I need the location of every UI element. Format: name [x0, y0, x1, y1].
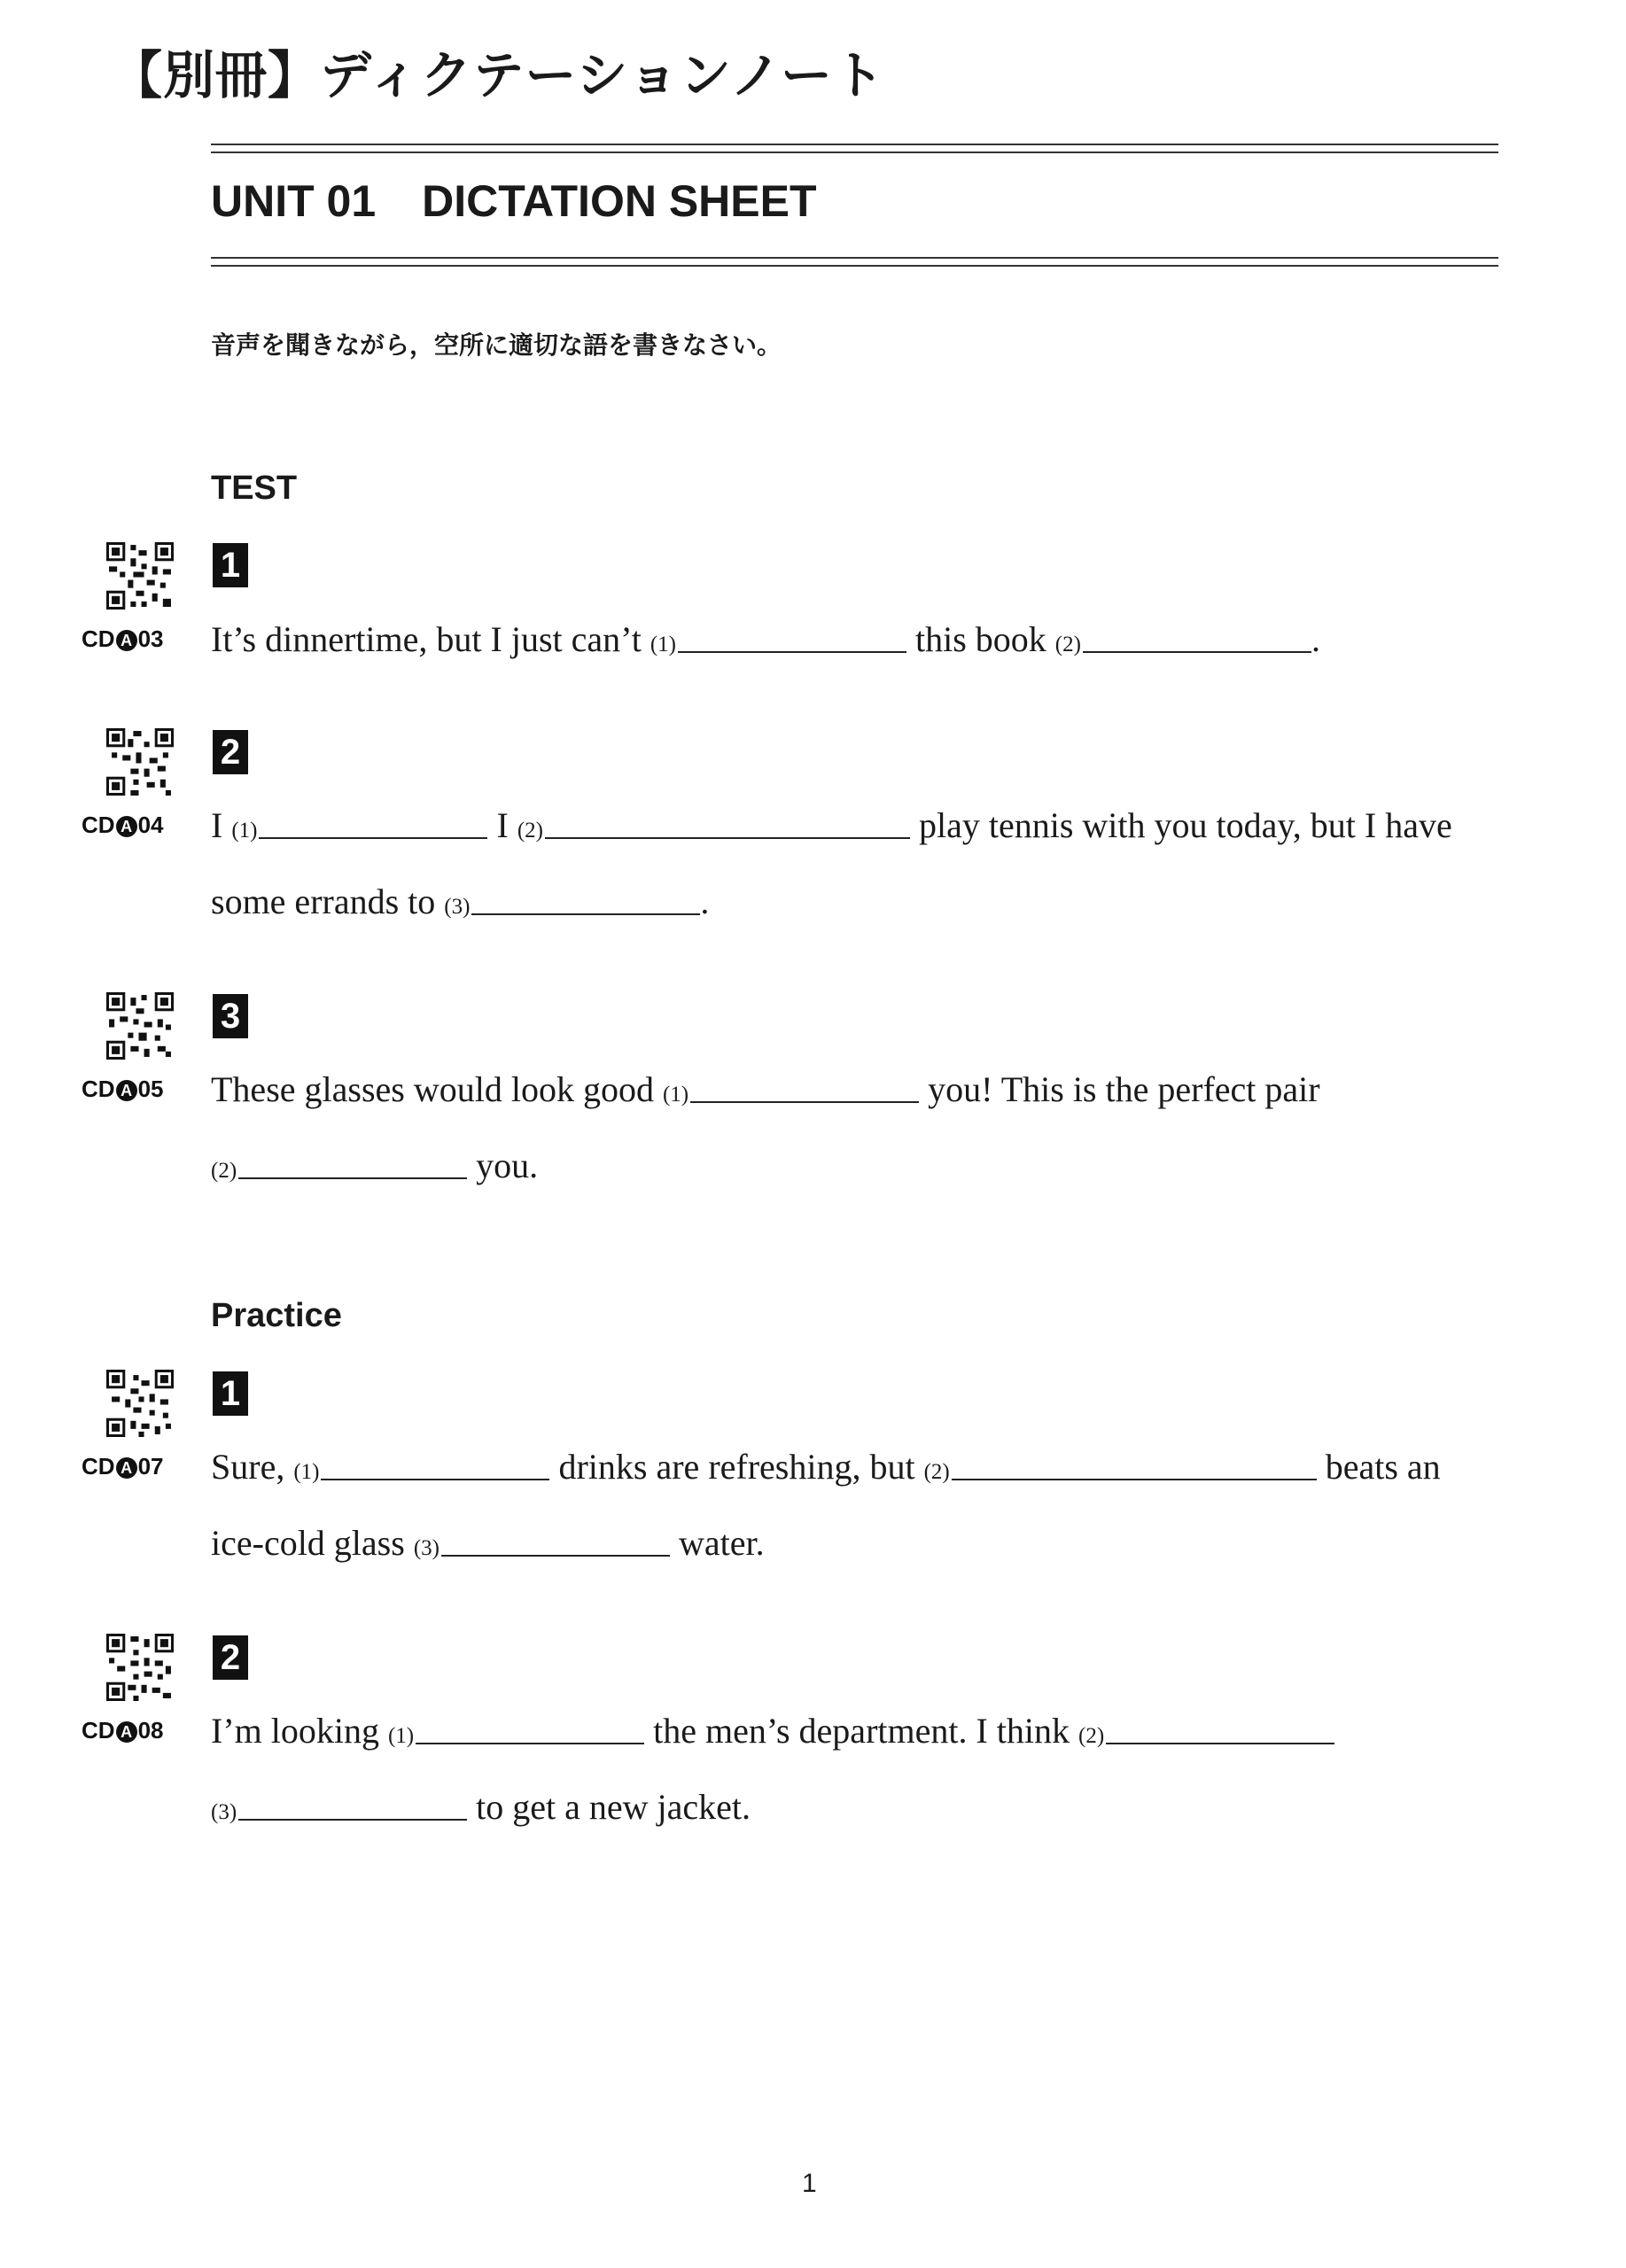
sentence-line [211, 1068, 1320, 1116]
answer-blank[interactable] [238, 1792, 467, 1821]
sentence-line [211, 1145, 538, 1192]
cd-disc-letter: A [116, 816, 137, 837]
answer-blank[interactable] [416, 1716, 644, 1744]
blank-marker: (1) [387, 1724, 415, 1748]
instruction-text: 音声を聞きながら，空所に適切な語を書きなさい。 [211, 331, 782, 359]
sentence-text: to get a new jacket. [467, 1787, 751, 1827]
sentence-line [211, 618, 1320, 666]
book-title: 【別冊】ディクテーションノート [111, 47, 885, 105]
blank-marker: (1) [662, 1083, 689, 1107]
test-heading: TEST [211, 470, 298, 507]
blank-marker: (3) [211, 1800, 237, 1824]
question-number-badge: 1 [213, 1371, 248, 1416]
answer-blank[interactable] [441, 1528, 670, 1557]
cd-track-number: 05 [137, 1076, 164, 1102]
answer-blank[interactable] [238, 1151, 467, 1179]
answer-blank[interactable] [952, 1452, 1317, 1480]
sentence-line [211, 881, 709, 928]
blank-marker: (2) [1078, 1724, 1105, 1748]
qr-code-icon [106, 542, 174, 610]
sentence-text: water. [669, 1523, 765, 1563]
cd-track-label [82, 1076, 163, 1103]
sentence-text: the men’s department. I think [644, 1711, 1079, 1751]
sentence-line [211, 1522, 765, 1570]
cd-track-label [82, 1453, 163, 1480]
sentence-line [211, 1786, 751, 1834]
sentence-text: you! This is the perfect pair [919, 1069, 1320, 1109]
top-double-rule [211, 144, 1498, 153]
sentence-text: ice-cold glass [211, 1523, 414, 1563]
cd-prefix: CD [82, 1076, 115, 1102]
answer-blank[interactable] [471, 887, 700, 915]
blank-marker: (1) [231, 819, 258, 843]
sentence-text: drinks are refreshing, but [549, 1447, 924, 1487]
qr-code-icon [106, 1370, 174, 1437]
blank-marker: (2) [1054, 633, 1081, 656]
sentence-line [211, 1446, 1441, 1494]
cd-track-label [82, 812, 163, 839]
question-number-badge: 2 [213, 1635, 248, 1680]
cd-disc-letter: A [116, 1721, 137, 1743]
answer-blank[interactable] [1083, 625, 1311, 653]
blank-marker: (1) [650, 633, 676, 656]
cd-track-number: 04 [137, 812, 164, 838]
blank-marker: (2) [517, 819, 543, 843]
cd-prefix: CD [82, 1717, 115, 1744]
cd-track-label [82, 1717, 163, 1744]
sentence-line [211, 804, 1452, 852]
sentence-text: . [700, 882, 710, 921]
sentence-line [211, 1710, 1334, 1758]
sentence-text: . [1311, 619, 1320, 659]
sentence-text: Sure, [211, 1447, 294, 1487]
answer-blank[interactable] [545, 811, 910, 839]
sentence-text: play tennis with you today, but I have [909, 805, 1452, 845]
blank-marker: (1) [293, 1460, 320, 1484]
cd-disc-letter: A [116, 630, 137, 651]
cd-track-number: 03 [137, 625, 164, 652]
answer-blank[interactable] [678, 625, 906, 653]
sentence-text: this book [906, 619, 1055, 659]
sentence-text: you. [467, 1146, 539, 1185]
blank-marker: (2) [211, 1159, 237, 1183]
answer-blank[interactable] [259, 811, 487, 839]
sentence-text: I’m looking [211, 1711, 388, 1751]
cd-disc-letter: A [116, 1457, 137, 1479]
cd-track-number: 08 [137, 1717, 164, 1744]
cd-track-number: 07 [137, 1453, 164, 1480]
answer-blank[interactable] [321, 1452, 549, 1480]
practice-heading: Practice [211, 1297, 342, 1334]
blank-marker: (3) [444, 895, 471, 919]
question-number-badge: 1 [213, 543, 248, 587]
sentence-text: It’s dinnertime, but I just can’t [211, 619, 650, 659]
sentence-text: These glasses would look good [211, 1069, 663, 1109]
page-number: 1 [802, 2169, 817, 2198]
sentence-text: I [487, 805, 517, 845]
sentence-text: I [211, 805, 232, 845]
sentence-text: beats an [1316, 1447, 1441, 1487]
cd-disc-letter: A [116, 1080, 137, 1101]
cd-prefix: CD [82, 625, 115, 652]
cd-prefix: CD [82, 1453, 115, 1480]
qr-code-icon [106, 1634, 174, 1701]
answer-blank[interactable] [690, 1075, 919, 1103]
blank-marker: (3) [413, 1536, 440, 1560]
qr-code-icon [106, 992, 174, 1060]
blank-marker: (2) [923, 1460, 950, 1484]
cd-prefix: CD [82, 812, 115, 838]
cd-track-label [82, 625, 163, 653]
unit-title-text: DICTATION SHEET [422, 176, 817, 226]
unit-number: UNIT 01 [211, 176, 377, 226]
sentence-text: some errands to [211, 882, 445, 921]
bottom-double-rule [211, 257, 1498, 267]
qr-code-icon [106, 728, 174, 796]
answer-blank[interactable] [1106, 1716, 1334, 1744]
question-number-badge: 3 [213, 994, 248, 1038]
question-number-badge: 2 [213, 730, 248, 774]
unit-title [211, 175, 817, 227]
